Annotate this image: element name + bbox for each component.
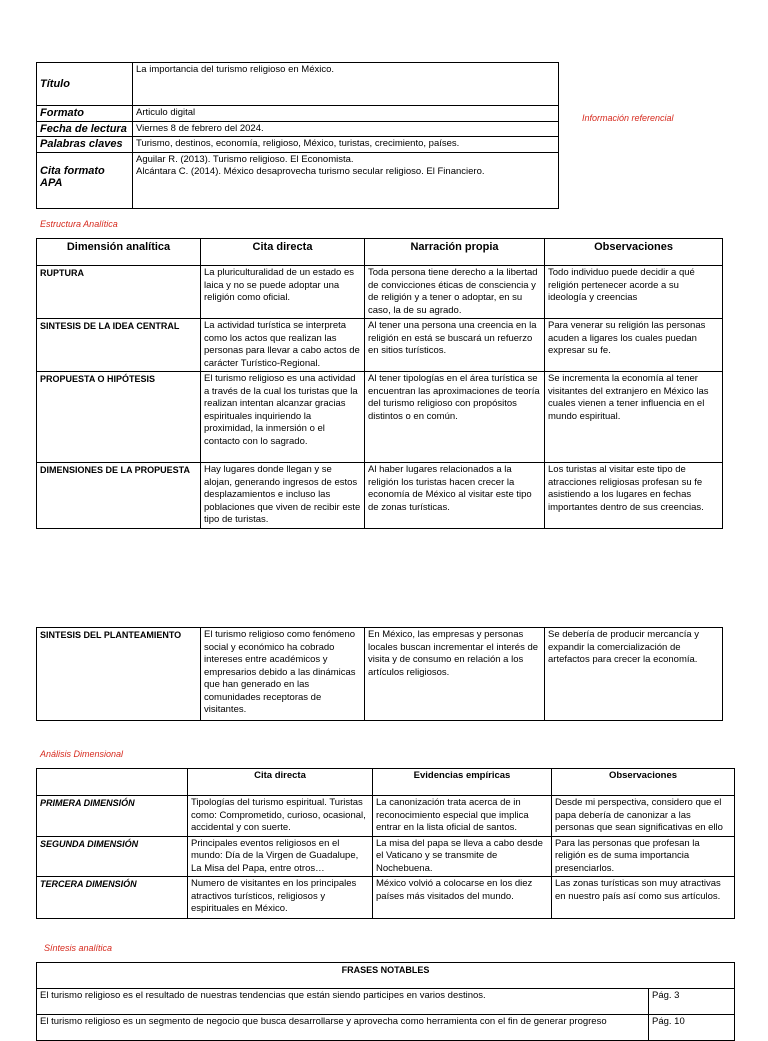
narr-cell: En México, las empresas y personas locales buscan incrementar el interés de visita y de consumo en relación a los artículos religiosos. (365, 628, 545, 721)
dim-cell: TERCERA DIMENSIÓN (37, 877, 188, 919)
obs-cell: Las zonas turísticas son muy atractivas en nuestro país así como sus artículos. (552, 877, 735, 919)
cita-cell: Principales eventos religiosos en el mundo: Día de la Virgen de Guadalupe, La Misa del Papa, entre otros… (188, 836, 373, 877)
obs-cell: Los turistas al visitar este tipo de atracciones religiosas profesan su fe asistiendo a los lugares en fechas importantes dentro de sus creencias. (545, 463, 723, 529)
frases-table (36, 962, 735, 1041)
table-row (37, 836, 735, 877)
ref-label: Información referencial (582, 113, 674, 123)
pag-cell: Pág. 3 (649, 989, 735, 1015)
obs-cell: Para las personas que profesan la religión es de suma importancia presenciarlos. (552, 836, 735, 877)
table-row (37, 463, 723, 529)
sintesis-label: Síntesis analítica (44, 943, 113, 953)
palabras-label: Palabras claves (37, 137, 133, 153)
dim-cell: SINTESIS DE LA IDEA CENTRAL (37, 319, 201, 372)
evid-cell: La canonización trata acerca de in reconocimiento especial que implica entrar en la lista oficial de santos. (373, 796, 552, 837)
cita-cell: Hay lugares donde llegan y se alojan, generando ingresos de estos desplazamientos e incluso las poblaciones que viven de recibir este tipo de turistas. (201, 463, 365, 529)
analisis-header (37, 769, 188, 796)
table-row (37, 796, 735, 837)
frases-header: FRASES NOTABLES (37, 963, 735, 989)
palabras-value: Turismo, destinos, economía, religioso, México, turistas, crecimiento, países. (133, 137, 559, 153)
evid-cell: México volvió a colocarse en los diez países más visitados del mundo. (373, 877, 552, 919)
dim-cell: DIMENSIONES DE LA PROPUESTA (37, 463, 201, 529)
formato-value: Articulo digital (133, 106, 559, 122)
narr-cell: Al haber lugares relacionados a la religión los turistas hacen crecer la economía de México al visitar este tipo de zonas turísticas. (365, 463, 545, 529)
frase-cell: El turismo religioso es el resultado de nuestras tendencias que están siendo participes en varios destinos. (37, 989, 649, 1015)
titulo-value: La importancia del turismo religioso en México. (133, 63, 559, 106)
table-row (37, 989, 735, 1015)
fecha-value: Viernes 8 de febrero del 2024. (133, 121, 559, 137)
narr-cell: Al tener tipologías en el área turística se encuentran las aproximaciones de teoría del turismo religioso con propósitos distintos o en común. (365, 372, 545, 463)
cita-cell: Tipologías del turismo espiritual. Turistas como: Comprometido, curioso, ocasional, accidental y con suerte. (188, 796, 373, 837)
dim-cell: PRIMERA DIMENSIÓN (37, 796, 188, 837)
analisis-header: Observaciones (552, 769, 735, 796)
frase-cell: El turismo religioso es un segmento de negocio que busca desarrollarse y aprovecha como herramienta con el fin de generar progreso (37, 1015, 649, 1041)
fecha-label: Fecha de lectura (37, 121, 133, 137)
analisis-header: Cita directa (188, 769, 373, 796)
cita-cell: Numero de visitantes en los principales atractivos turísticos, religiosos y espirituales en México. (188, 877, 373, 919)
narr-cell: Toda persona tiene derecho a la libertad de convicciones éticas de consciencia y de religión y a tener o adoptar, en su caso, la de su agrado. (365, 266, 545, 319)
table-row (37, 628, 723, 721)
obs-cell: Para venerar su religión las personas acuden a ligares los cuales puedan expresar su fe. (545, 319, 723, 372)
cita-value (133, 152, 559, 208)
cita-line-1: Aguilar R. (2013). Turismo religioso. El Economista. (136, 153, 354, 165)
table-row (37, 372, 723, 463)
dim-cell: SINTESIS DEL PLANTEAMIENTO (37, 628, 201, 721)
cita-cell: El turismo religioso es una actividad a través de la cual los turistas que la realizan intentan alcanzar gracias espirituales inquiriendo la proximidad, la inmersión o el contacto con lo sagrado. (201, 372, 365, 463)
estructura-header: Observaciones (545, 239, 723, 266)
obs-cell: Todo individuo puede decidir a qué religión pertenecer acorde a su ideología y creencias (545, 266, 723, 319)
estructura-header: Dimensión analítica (37, 239, 201, 266)
analisis-header: Evidencias empíricas (373, 769, 552, 796)
obs-cell: Se debería de producir mercancía y expandir la comercialización de artefactos para crecer la economía. (545, 628, 723, 721)
estructura-header: Narración propia (365, 239, 545, 266)
table-row (37, 266, 723, 319)
pag-cell: Pág. 10 (649, 1015, 735, 1041)
table-row (37, 1015, 735, 1041)
estructura-label: Estructura Analítica (40, 219, 118, 229)
sintesis-planteamiento-table (36, 627, 723, 721)
table-row (37, 877, 735, 919)
cita-cell: La actividad turística se interpreta como los actos que realizan las personas para llevar a cabo actos de carácter Turístico-Regional. (201, 319, 365, 372)
analisis-table (36, 768, 735, 919)
info-table (36, 62, 559, 209)
formato-label: Formato (37, 106, 133, 122)
evid-cell: La misa del papa se lleva a cabo desde el Vaticano y se transmite de Nochebuena. (373, 836, 552, 877)
dim-cell: RUPTURA (37, 266, 201, 319)
narr-cell: Al tener una persona una creencia en la religión en está se buscará un refuerzo en sitios turísticos. (365, 319, 545, 372)
obs-cell: Desde mi perspectiva, considero que el papa debería de canonizar a las personas que sean significativas en ello (552, 796, 735, 837)
cita-label: Cita formato APA (37, 152, 133, 208)
analisis-label: Análisis Dimensional (40, 749, 124, 759)
cita-cell: La pluriculturalidad de un estado es laica y no se puede adoptar una religión como oficial. (201, 266, 365, 319)
cita-line-2: Alcántara C. (2014). México desaprovecha turismo secular religioso. El Financiero. (136, 166, 485, 177)
titulo-label: Título (37, 63, 133, 106)
estructura-header: Cita directa (201, 239, 365, 266)
obs-cell: Se incrementa la economía al tener visitantes del extranjero en México las cuales vienen a tener influencia en el mundo espiritual. (545, 372, 723, 463)
estructura-table (36, 238, 723, 529)
cita-cell: El turismo religioso como fenómeno social y económico ha cobrado intereses entre académicos y empresarios debido a las dinámicas que han generado en las comunidades receptoras de visitantes. (201, 628, 365, 721)
table-row (37, 319, 723, 372)
dim-cell: PROPUESTA O HIPÓTESIS (37, 372, 201, 463)
dim-cell: SEGUNDA DIMENSIÓN (37, 836, 188, 877)
